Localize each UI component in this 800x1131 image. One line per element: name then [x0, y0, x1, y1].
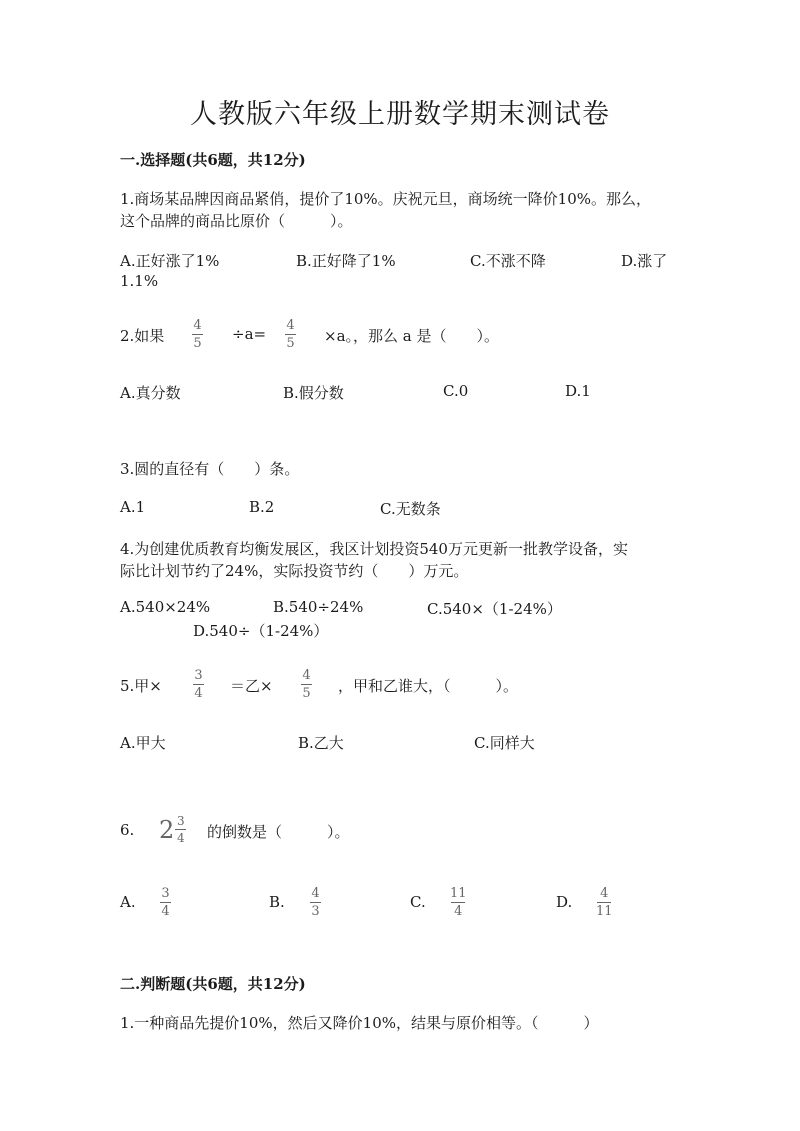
fraction-bar	[310, 902, 321, 903]
denominator: 4	[161, 904, 170, 919]
section-heading-judgement: 二.判断题(共6题，共12分)	[120, 975, 306, 993]
denominator: 4	[176, 831, 185, 845]
question-6-option-b-label: B.	[269, 893, 285, 911]
numerator: 4	[193, 318, 202, 333]
question-5-prefix: 5.甲×	[120, 677, 162, 695]
question-5-middle: ＝乙×	[230, 677, 273, 695]
question-6-option-c-fraction	[450, 886, 467, 919]
fraction-part	[175, 814, 186, 845]
question-5-suffix: ，甲和乙谁大，（ ）。	[338, 677, 519, 695]
question-6-option-b-fraction	[310, 886, 321, 919]
question-2-middle: ÷a=	[232, 325, 267, 343]
question-3-option-c: C.无数条	[380, 500, 441, 518]
question-1-option-b: B.正好降了1%	[296, 252, 396, 270]
numerator: 3	[176, 814, 185, 828]
question-4-option-c: C.540×（1-24%）	[427, 600, 562, 618]
question-3: 3.圆的直径有（ ）条。	[120, 460, 300, 478]
question-2-option-b: B.假分数	[283, 384, 344, 402]
numerator: 3	[194, 668, 203, 683]
numerator: 4	[302, 668, 311, 683]
denominator: 4	[194, 686, 203, 701]
numerator: 11	[450, 886, 467, 901]
denominator: 11	[596, 904, 613, 919]
numerator: 4	[286, 318, 295, 333]
fraction-bar	[597, 902, 611, 903]
judgement-question-1: 1.一种商品先提价10%，然后又降价10%，结果与原价相等。（ ）	[120, 1014, 599, 1032]
fraction-bar	[301, 684, 312, 685]
denominator: 5	[286, 336, 295, 351]
question-4-option-d: D.540÷（1-24%）	[193, 622, 329, 640]
question-5-option-b: B.乙大	[298, 734, 344, 752]
question-5-option-c: C.同样大	[474, 734, 535, 752]
question-2-suffix: ×a。，那么 a 是（ ）。	[324, 327, 499, 345]
question-1-option-d-continued: 1.1%	[120, 272, 159, 290]
denominator: 4	[454, 904, 463, 919]
fraction-bar	[285, 334, 296, 335]
question-6-mixed-number	[159, 814, 186, 845]
fraction-bar	[451, 902, 465, 903]
question-4-line-1: 4.为创建优质教育均衡发展区，我区计划投资540万元更新一批教学设备，实	[120, 540, 628, 558]
fraction-bar	[175, 829, 186, 830]
fraction-bar	[160, 902, 171, 903]
numerator: 3	[161, 886, 170, 901]
question-4-option-a: A.540×24%	[120, 598, 211, 616]
numerator: 4	[311, 886, 320, 901]
question-1-line-1: 1.商场某品牌因商品紧俏，提价了10%。庆祝元旦，商场统一降价10%。那么，	[120, 190, 651, 208]
question-6-option-a-fraction	[160, 886, 171, 919]
page-title: 人教版六年级上册数学期末测试卷	[190, 99, 610, 130]
question-3-option-a: A.1	[120, 498, 146, 516]
question-2-option-c: C.0	[443, 382, 469, 400]
question-5-option-a: A.甲大	[120, 734, 166, 752]
question-6-option-a-label: A.	[120, 893, 136, 911]
question-1-option-c: C.不涨不降	[470, 252, 546, 270]
question-2-prefix: 2.如果	[120, 327, 165, 345]
question-6-option-d-label: D.	[556, 893, 573, 911]
question-1-line-2: 这个品牌的商品比原价（ ）。	[120, 212, 353, 230]
whole-part: 2	[159, 815, 175, 844]
question-6-prefix: 6.	[120, 821, 135, 839]
question-6-option-d-fraction	[596, 886, 613, 919]
question-2-option-a: A.真分数	[120, 384, 181, 402]
question-3-option-b: B.2	[249, 498, 275, 516]
question-4-line-2: 际比计划节约了24%，实际投资节约（ ）万元。	[120, 562, 469, 580]
question-2-fraction-1	[192, 318, 203, 351]
denominator: 5	[302, 686, 311, 701]
question-6-option-c-label: C.	[410, 893, 426, 911]
question-5-fraction-1	[193, 668, 204, 701]
numerator: 4	[600, 886, 609, 901]
question-2-fraction-2	[285, 318, 296, 351]
denominator: 5	[193, 336, 202, 351]
question-2-option-d: D.1	[565, 382, 591, 400]
question-6-suffix: 的倒数是（ ）。	[207, 823, 350, 841]
section-heading-choice: 一.选择题(共6题，共12分)	[120, 151, 306, 169]
question-1-option-d: D.涨了	[621, 252, 668, 270]
fraction-bar	[193, 684, 204, 685]
question-1-option-a: A.正好涨了1%	[120, 252, 220, 270]
question-4-option-b: B.540÷24%	[273, 598, 364, 616]
fraction-bar	[192, 334, 203, 335]
question-5-fraction-2	[301, 668, 312, 701]
denominator: 3	[311, 904, 320, 919]
